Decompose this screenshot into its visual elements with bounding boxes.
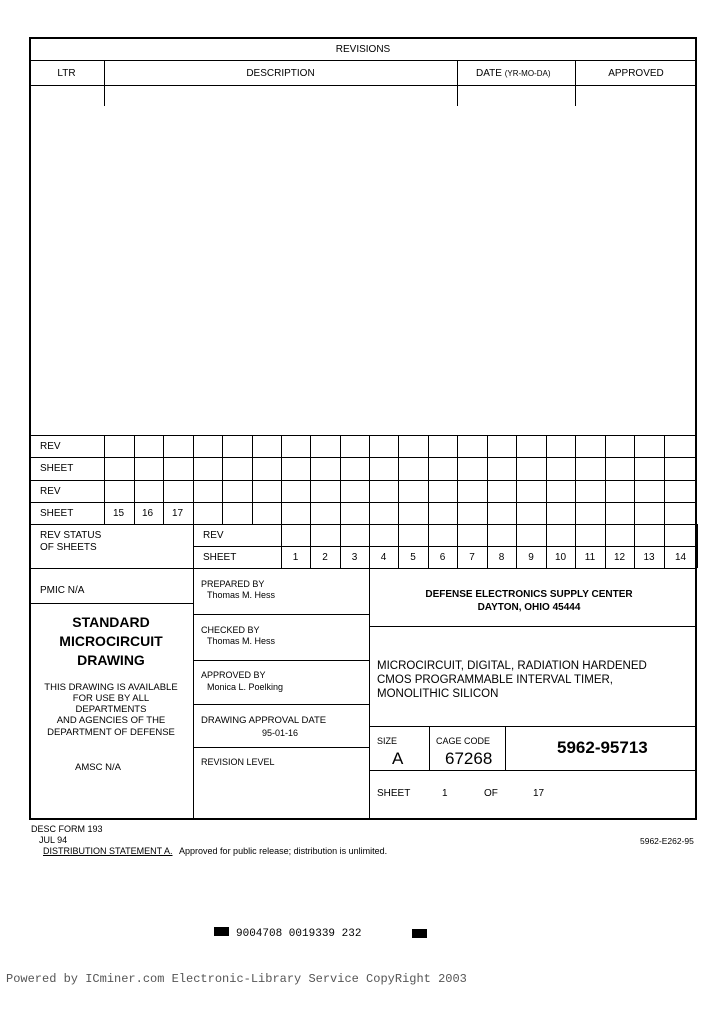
checked-by-name: Thomas M. Hess — [207, 636, 276, 646]
cage-code-value: 67268 — [445, 749, 493, 768]
checked-by-label: CHECKED BY — [201, 625, 260, 635]
availability-line4: AND AGENCIES OF THE — [56, 715, 166, 726]
lower-sheet-label: SHEET — [203, 552, 237, 563]
cage-divider — [505, 726, 506, 770]
agency-divider — [369, 626, 697, 627]
drawing-title-line2: CMOS PROGRAMMABLE INTERVAL TIMER, — [377, 674, 614, 686]
size-divider — [429, 726, 430, 770]
size-label: SIZE — [377, 736, 398, 746]
status-grid-column-line — [222, 435, 223, 524]
drawing-title-line3: MONOLITHIC SILICON — [377, 688, 499, 700]
status-grid-column-line — [634, 435, 635, 524]
amsc-label: AMSC N/A — [75, 762, 121, 773]
lower-rev-label: REV — [203, 530, 224, 541]
status-grid-column-line — [487, 435, 488, 524]
status-row-divider-2 — [29, 480, 697, 481]
agency-name: DEFENSE ELECTRONICS SUPPLY CENTER — [425, 589, 633, 600]
status-row-label-rev-1: REV — [40, 441, 61, 452]
upper-sheet-16: 16 — [142, 508, 154, 519]
lower-sheet-number: 5 — [410, 552, 416, 563]
document-number: 5962-95713 — [557, 738, 648, 757]
prepared-by-label: PREPARED BY — [201, 579, 265, 589]
revision-level-label: REVISION LEVEL — [201, 757, 275, 767]
title-divider — [369, 726, 697, 727]
status-grid-column-line — [193, 435, 194, 524]
status-row-divider-1 — [29, 457, 697, 458]
lower-sheet-number: 9 — [528, 552, 534, 563]
approved-divider — [193, 704, 369, 705]
prepared-divider — [193, 614, 369, 615]
status-row-label-rev-2: REV — [40, 486, 61, 497]
approval-date-divider — [193, 747, 369, 748]
sheet-value: 1 — [442, 788, 448, 799]
of-label: OF — [484, 788, 498, 799]
approved-header: APPROVED — [608, 68, 664, 79]
status-grid-column-line — [575, 435, 576, 524]
status-grid-column-line — [516, 435, 517, 524]
barcode-mark-left — [214, 927, 229, 936]
code-divider — [369, 770, 697, 771]
sheet-label: SHEET — [377, 788, 411, 799]
size-value: A — [392, 749, 404, 768]
rev-status-label-1: REV STATUS — [40, 530, 102, 541]
status-row-label-sheet-1: SHEET — [40, 463, 74, 474]
date-header — [476, 68, 551, 79]
upper-sheet-15: 15 — [113, 508, 125, 519]
ltr-column-divider — [104, 60, 105, 106]
upper-sheet-17: 17 — [172, 508, 184, 519]
status-grid-column-line — [340, 435, 341, 524]
availability-line1: THIS DRAWING IS AVAILABLE — [44, 682, 178, 693]
left-block-divider — [193, 568, 194, 820]
of-value: 17 — [533, 788, 545, 799]
form-number: DESC FORM 193 — [31, 824, 103, 834]
barcode-mark-right — [412, 929, 427, 938]
lower-sheet-number: 12 — [613, 552, 626, 563]
agency-address: DAYTON, OHIO 45444 — [477, 602, 581, 613]
status-grid-column-line — [104, 435, 105, 524]
status-grid-column-line — [546, 435, 547, 524]
status-grid-column-line — [398, 435, 399, 524]
lower-sheet-number: 2 — [322, 552, 328, 563]
drawing-title-line1: MICROCIRCUIT, DIGITAL, RADIATION HARDENED — [377, 660, 647, 672]
rev-status-left-divider — [193, 524, 194, 568]
status-grid-column-line — [252, 435, 253, 524]
lower-grid-column-line — [697, 524, 698, 568]
status-grid-column-line — [605, 435, 606, 524]
standard-title-line1: STANDARD — [72, 614, 150, 630]
description-header: DESCRIPTION — [246, 68, 315, 79]
rev-status-label-2: OF SHEETS — [40, 542, 97, 553]
prepared-by-name: Thomas M. Hess — [207, 590, 276, 600]
form-code: 5962-E262-95 — [640, 836, 694, 846]
date-header-label: DATE — [476, 68, 502, 79]
status-grid-column-line — [310, 435, 311, 524]
revisions-header-divider — [29, 85, 697, 86]
status-row-divider-4 — [29, 524, 697, 525]
status-grid-column-line — [428, 435, 429, 524]
status-grid-column-line — [457, 435, 458, 524]
pmic-label: PMIC N/A — [40, 585, 85, 596]
status-grid-column-line — [664, 435, 665, 524]
status-row-divider-3 — [29, 502, 697, 503]
availability-line5: DEPARTMENT OF DEFENSE — [47, 727, 175, 738]
status-grid-column-line — [163, 435, 164, 524]
lower-sheet-number: 8 — [498, 552, 505, 563]
lower-sheet-number: 4 — [380, 552, 387, 563]
revisions-title-divider — [29, 60, 697, 61]
availability-line2: FOR USE BY ALL — [72, 693, 150, 704]
approval-date-value: 95-01-16 — [262, 728, 299, 738]
lower-sheet-number: 13 — [643, 552, 655, 563]
form-date: JUL 94 — [39, 835, 68, 845]
date-column-divider — [457, 60, 458, 106]
approved-by-label: APPROVED BY — [201, 670, 266, 680]
barcode-text: 9004708 0019339 232 — [236, 928, 362, 940]
distribution-statement — [43, 846, 387, 856]
powered-by: Powered by ICminer.com Electronic-Library Service CopyRight 2003 — [6, 972, 467, 986]
lower-sheet-number: 10 — [554, 552, 567, 563]
standard-title-line2: MICROCIRCUIT — [59, 633, 163, 649]
ltr-header: LTR — [57, 68, 76, 79]
lower-sheet-number: 14 — [674, 552, 687, 563]
pmic-divider — [29, 603, 193, 604]
approved-by-name: Monica L. Poelking — [207, 682, 284, 692]
approved-column-divider — [575, 60, 576, 106]
distribution-text: Approved for public release; distribution is unlimited. — [179, 846, 388, 856]
status-grid-column-line — [369, 435, 370, 524]
status-grid-column-line — [281, 435, 282, 524]
lower-sheet-number: 1 — [292, 552, 299, 563]
title-block-top — [29, 568, 697, 569]
status-row-label-sheet-2: SHEET — [40, 508, 74, 519]
lower-sheet-number: 3 — [351, 552, 358, 563]
approval-date-label: DRAWING APPROVAL DATE — [201, 715, 327, 726]
distribution-label: DISTRIBUTION STATEMENT A. — [43, 846, 173, 856]
lower-sheet-number: 7 — [469, 552, 475, 563]
lower-sheet-number: 11 — [584, 552, 596, 563]
availability-line3: DEPARTMENTS — [75, 704, 147, 715]
standard-title-line3: DRAWING — [77, 652, 145, 668]
status-grid-top — [29, 435, 697, 436]
status-grid-column-line — [134, 435, 135, 524]
revisions-title: REVISIONS — [335, 44, 391, 55]
lower-sheet-number: 6 — [439, 552, 446, 563]
checked-divider — [193, 660, 369, 661]
date-header-format: (YR-MO-DA) — [504, 69, 551, 78]
rev-status-divider — [193, 546, 697, 547]
cage-code-label: CAGE CODE — [436, 736, 491, 746]
